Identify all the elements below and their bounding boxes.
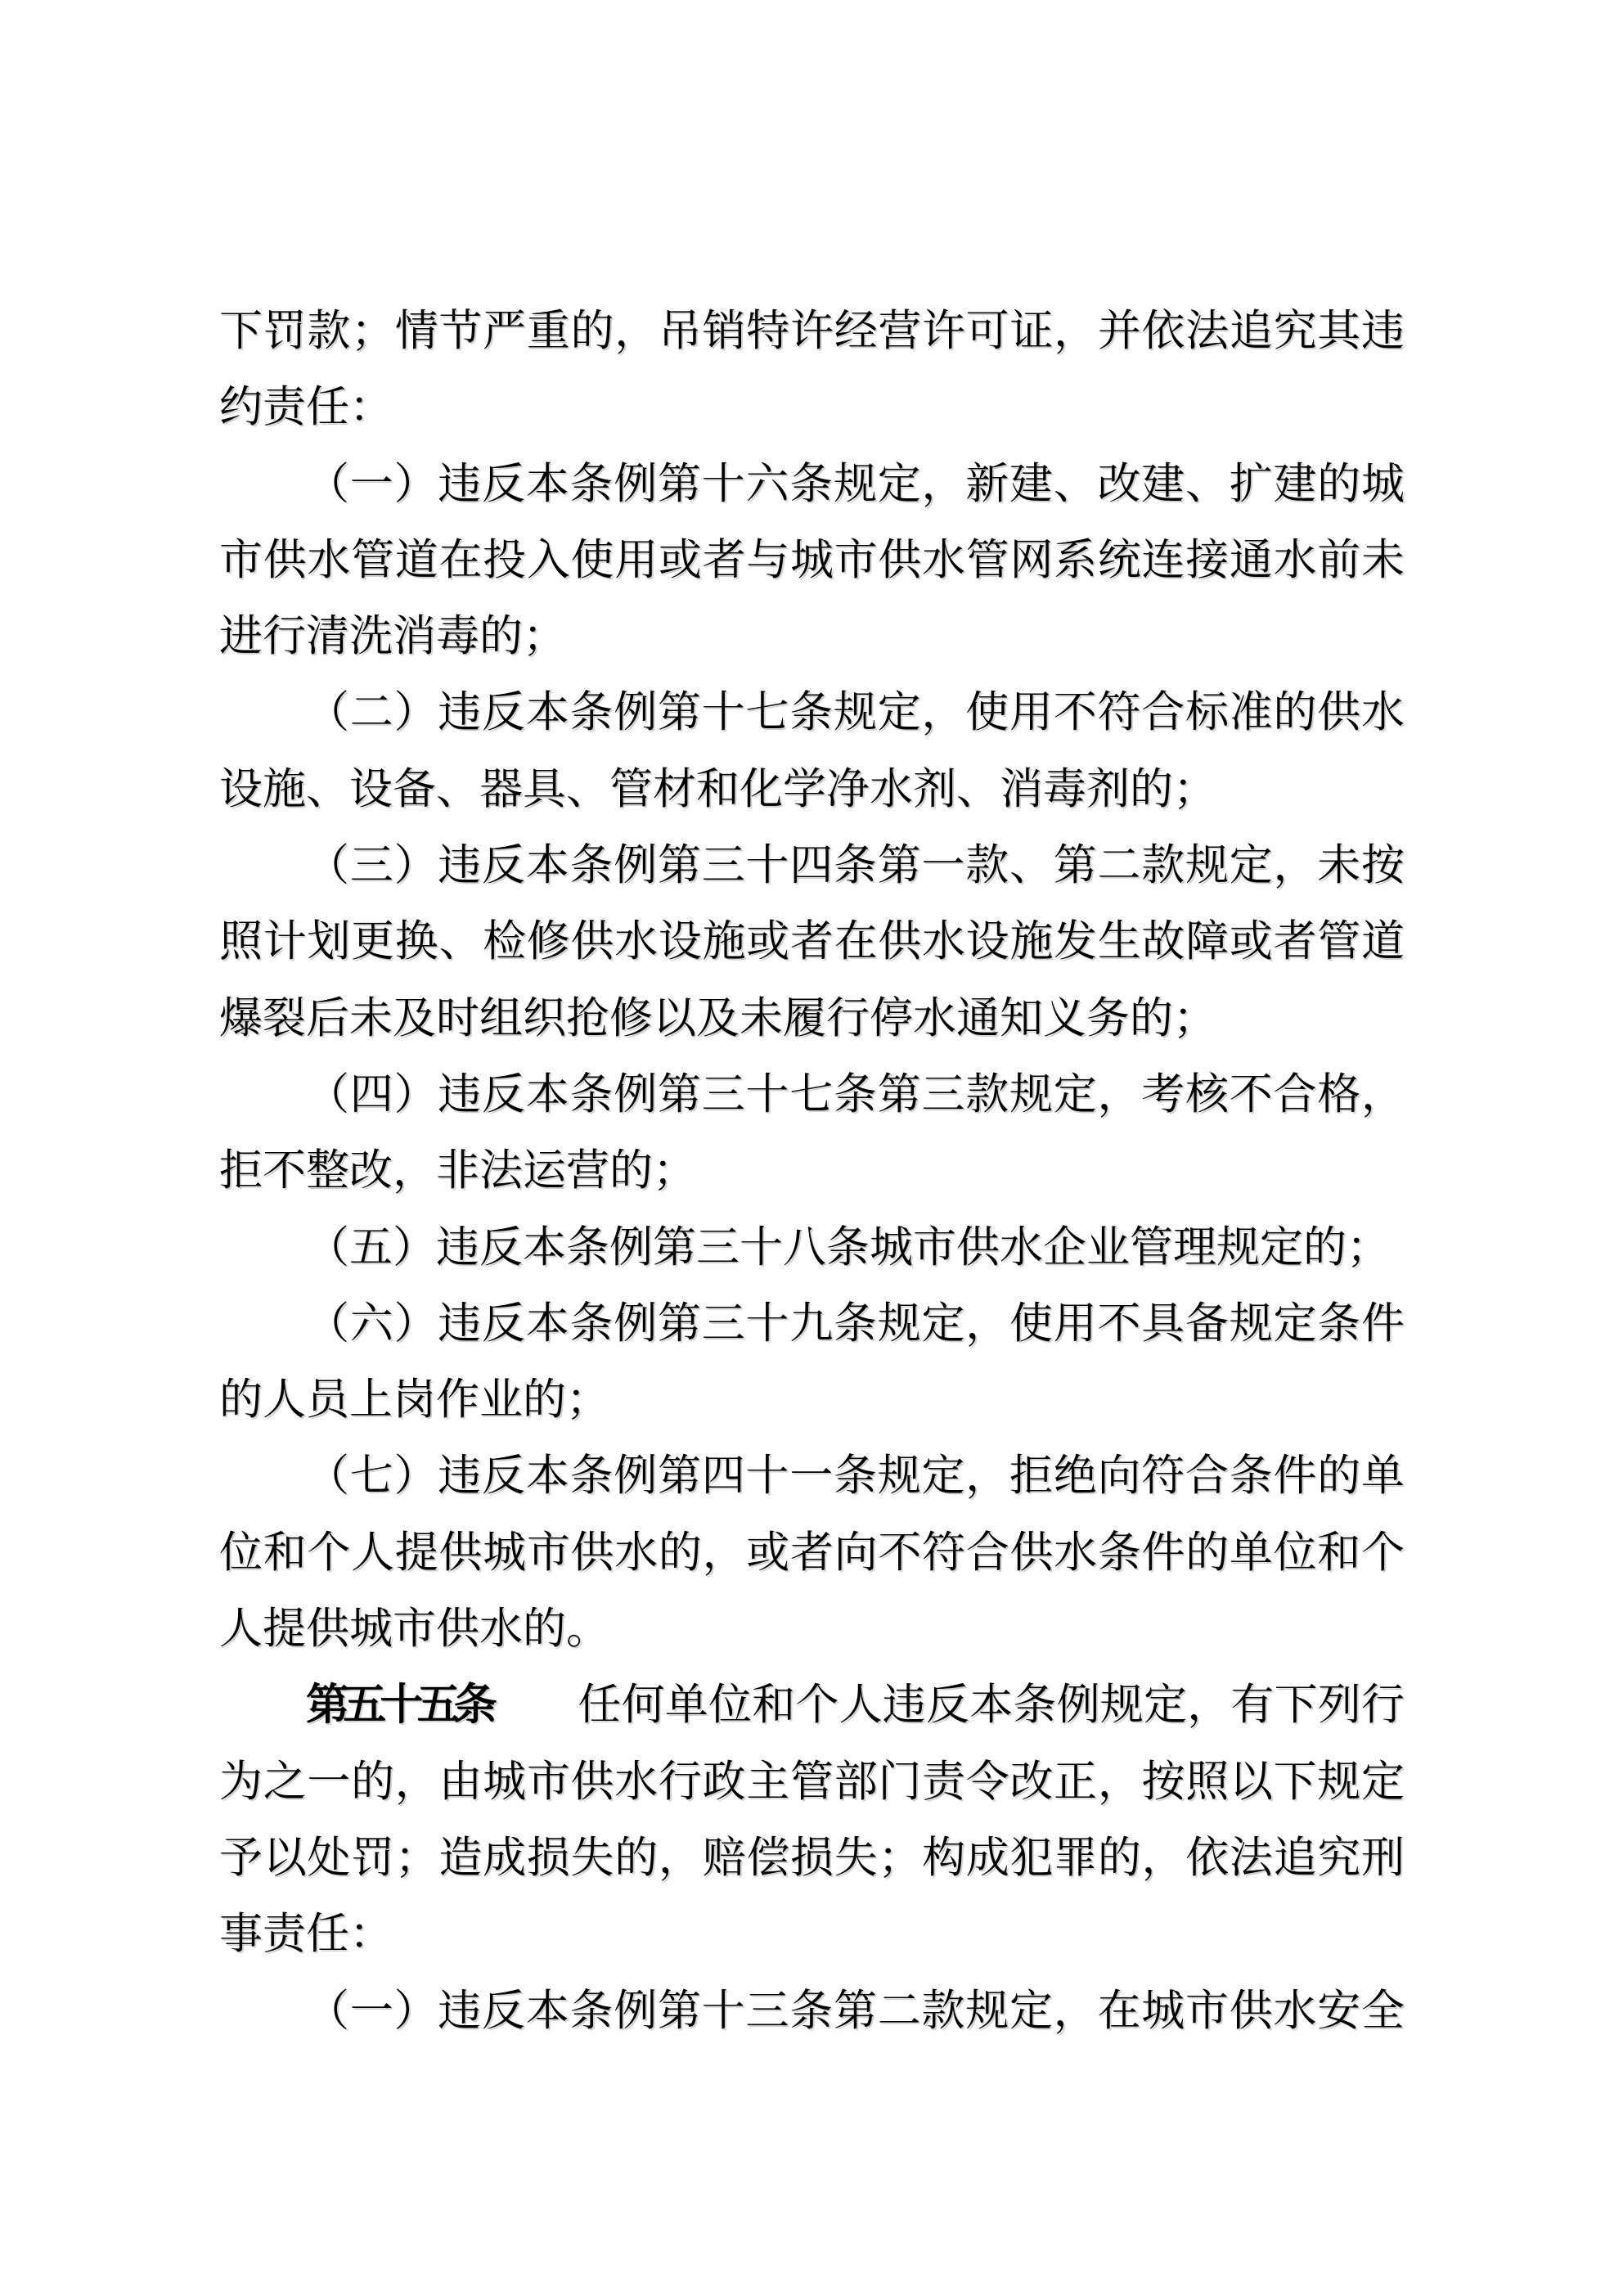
text-line: 设施、设备、器具、管材和化学净水剂、消毒剂的； bbox=[219, 763, 1216, 814]
text-line: （一）违反本条例第十三条第二款规定，在城市供水安全 bbox=[306, 1985, 1405, 2036]
text-line: 拒不整改，非法运营的； bbox=[219, 1146, 696, 1196]
text-line: 进行清洗消毒的； bbox=[219, 611, 566, 662]
text-line: 人提供城市供水的。 bbox=[219, 1604, 609, 1654]
legal-text-block bbox=[219, 293, 1405, 2049]
text-line: 市供水管道在投入使用或者与城市供水管网系统连接通水前未 bbox=[219, 534, 1405, 585]
text-line: 位和个人提供城市供水的，或者向不符合供水条件的单位和个 bbox=[219, 1527, 1405, 1578]
text-line: （六）违反本条例第三十九条规定，使用不具备规定条件 bbox=[306, 1298, 1405, 1348]
text-line: 照计划更换、检修供水设施或者在供水设施发生故障或者管道 bbox=[219, 916, 1405, 967]
article-55-number: 第五十五条 bbox=[306, 1680, 491, 1731]
text-line: （四）违反本条例第三十七条第三款规定，考核不合格， bbox=[306, 1069, 1405, 1119]
text-line bbox=[219, 1667, 1405, 1743]
text-line: （五）违反本条例第三十八条城市供水企业管理规定的； bbox=[306, 1222, 1390, 1272]
text-line: 下罚款；情节严重的，吊销特许经营许可证，并依法追究其违 bbox=[219, 306, 1405, 356]
text-line: （二）违反本条例第十七条规定，使用不符合标准的供水 bbox=[306, 687, 1405, 738]
text-line: 为之一的，由城市供水行政主管部门责令改正，按照以下规定 bbox=[219, 1756, 1405, 1807]
text-line: （三）违反本条例第三十四条第一款、第二款规定，未按 bbox=[306, 840, 1405, 891]
text-line: 爆裂后未及时组织抢修以及未履行停水通知义务的； bbox=[219, 993, 1216, 1043]
text-line: （七）违反本条例第四十一条规定，拒绝向符合条件的单 bbox=[306, 1451, 1405, 1501]
text-line: 的人员上岗作业的； bbox=[219, 1375, 609, 1425]
text-line: 予以处罚；造成损失的，赔偿损失；构成犯罪的，依法追究刑 bbox=[219, 1832, 1405, 1883]
text-line: 约责任： bbox=[219, 382, 393, 433]
text-line: 事责任： bbox=[219, 1909, 393, 1960]
text-line: （一）违反本条例第十六条规定，新建、改建、扩建的城 bbox=[306, 458, 1405, 509]
article-55-text: 任何单位和个人违反本条例规定，有下列行 bbox=[491, 1680, 1405, 1731]
